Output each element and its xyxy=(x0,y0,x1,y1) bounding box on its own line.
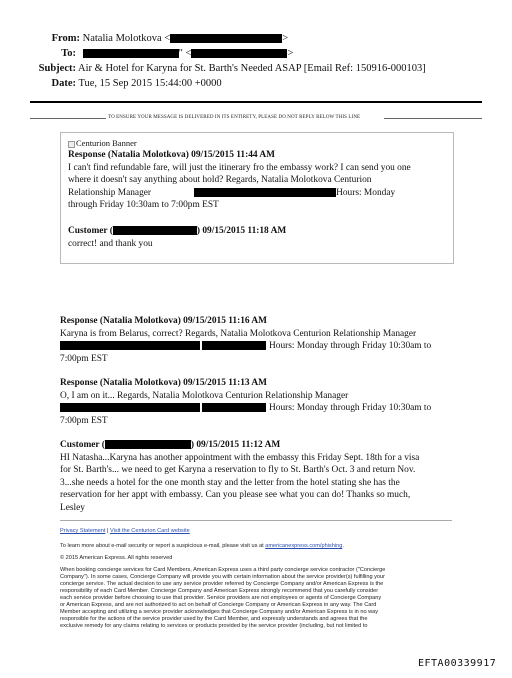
banner-alt-text: Centurion Banner xyxy=(76,138,137,148)
message-heading: Response (Natalia Molotkova) 09/15/2015 11:16 AM xyxy=(60,316,268,326)
notice-line-left xyxy=(30,118,106,119)
message-text: Hours: Monday through Friday 10:30am to xyxy=(269,341,432,351)
footer-links xyxy=(60,528,452,535)
message-line: Lesley xyxy=(60,502,85,513)
message-response-3 xyxy=(60,377,505,427)
broken-image-icon xyxy=(68,141,75,148)
message-customer-2 xyxy=(60,439,505,514)
message-text: Hours: Monday through Friday 10:30am to xyxy=(269,403,432,413)
date-label: Date: xyxy=(51,78,76,89)
banner-image xyxy=(68,138,448,149)
message-heading: Response (Natalia Molotkova) 09/15/2015 11:13 AM xyxy=(60,378,268,388)
redaction-box xyxy=(191,49,287,58)
header-divider xyxy=(30,101,482,103)
disclaimer-line: exclusive remedy for any claims relating to services or products provided by the service provider (including, but not limited to xyxy=(60,623,368,629)
redaction-box xyxy=(202,403,266,412)
disclaimer-line: Member accepting and utilizing a service provider acknowledges that Concierge Company and/or American Express is in no way xyxy=(60,609,379,615)
link-separator: | xyxy=(105,528,110,534)
message-line: Karyna is from Belarus, correct? Regards, Natalia Molotkova Centurion Relationship Manager xyxy=(60,328,417,339)
date-value: Tue, 15 Sep 2015 15:44:00 +0000 xyxy=(78,78,222,89)
message-line xyxy=(60,402,505,415)
message-line: where it doesn't say anything about hold? Regards, Natalia Molotkova Centurion xyxy=(68,175,372,185)
message-line: O, I am on it... Regards, Natalia Molotkova Centurion Relationship Manager xyxy=(60,390,349,401)
disclaimer-line: When booking concierge services for Card Members, American Express uses a third party concierge service contractor ("Concierge xyxy=(60,567,386,573)
message-line: through Friday 10:30am to 7:00pm EST xyxy=(68,200,219,210)
message-line: for St. Barth's... we need to get Karyna a reservation to fly to St. Barth's Oct. 3 and return Nov. xyxy=(60,465,416,475)
redaction-box xyxy=(194,188,336,197)
message-line: I can't find refundable fare, will just the itinerary fro the embassy work? I can send you one xyxy=(68,162,411,173)
to-mid: " < xyxy=(178,48,192,59)
from-end: > xyxy=(282,33,289,44)
phishing-link[interactable]: americanexpress.com/phishing xyxy=(265,543,343,549)
message-line: 3...she needs a hotel for the one month stay and the letter from the hotel stating she has the xyxy=(60,477,400,488)
date-row xyxy=(20,77,500,90)
to-row xyxy=(20,47,500,60)
disclaimer-line: Company"). In some cases, Concierge Company will provide you with certain information about the service provider(s) fulfilling your xyxy=(60,574,386,580)
centurion-website-link[interactable]: Visit the Centurion Card website xyxy=(109,528,190,534)
disclaimer-line: concierge service. The actual decision to use any service provider referred by Concierge Company and/or American Express is the xyxy=(60,581,384,587)
to-label: To: xyxy=(61,48,76,59)
email-header xyxy=(20,32,500,90)
redaction-box xyxy=(60,341,200,350)
message-line: correct! and thank you xyxy=(68,238,153,249)
message-line xyxy=(60,340,505,353)
redaction-box xyxy=(83,49,179,58)
message-line: HI Natasha...Karyna has another appointment with the embassy this Friday Sept. 18th for a visa xyxy=(60,452,420,463)
redaction-box xyxy=(170,34,282,43)
message-text: Relationship Manager xyxy=(68,187,152,198)
from-label: From: xyxy=(51,33,80,44)
footer-divider xyxy=(60,520,452,521)
redaction-box xyxy=(202,341,266,350)
message-response-2 xyxy=(60,315,505,365)
reply-notice: TO ENSURE YOUR MESSAGE IS DELIVERED IN ITS ENTIRETY, PLEASE DO NOT REPLY BELOW THIS LINE xyxy=(108,115,361,120)
security-text: To learn more about e-mail security or report a suspicious e-mail, please visit us at xyxy=(60,543,266,549)
redaction-box xyxy=(113,226,197,235)
document-id-stamp: EFTA00339917 xyxy=(418,658,497,669)
security-notice xyxy=(60,543,452,550)
subject-label: Subject: xyxy=(38,63,76,74)
message-heading: ) 09/15/2015 11:18 AM xyxy=(196,226,287,236)
redaction-box xyxy=(60,403,200,412)
message-heading: Customer ( xyxy=(68,226,113,236)
copyright: © 2015 American Express. All rights reserved xyxy=(60,555,173,561)
redaction-box xyxy=(105,440,191,449)
from-name: Natalia Molotkova < xyxy=(82,33,171,44)
disclaimer-line: responsibility of each Card Member. Concierge Company and American Express strongly recommend that you carefully consider xyxy=(60,588,379,594)
disclaimer-line: each service provider before choosing to use that provider. Service providers are not employees or agents of Concierge Company xyxy=(60,595,382,601)
security-end: . xyxy=(342,543,344,549)
message-line: 7:00pm EST xyxy=(60,415,108,426)
to-end: > xyxy=(287,48,294,59)
disclaimer-line: or American Express, and are not authorized to act on behalf of Concierge Company or American Express in any way. The Card xyxy=(60,602,377,608)
message-line: reservation for her appt with embassy. Can you please see what you can do! Thanks so much, xyxy=(60,490,411,500)
message-response-1 xyxy=(68,138,448,212)
message-customer-1 xyxy=(68,225,448,250)
notice-line-right xyxy=(384,118,482,119)
from-row xyxy=(20,32,500,45)
subject-value: Air & Hotel for Karyna for St. Barth's Needed ASAP [Email Ref: 150916-000103] xyxy=(78,63,426,74)
message-text: Hours: Monday xyxy=(336,187,396,198)
footer xyxy=(60,528,452,630)
message-heading: Customer ( xyxy=(60,440,105,450)
disclaimer-line: responsible for the actions of the service provider used by the Card Member, and expressly understands and agrees that the xyxy=(60,616,368,622)
privacy-statement-link[interactable]: Privacy Statement xyxy=(60,528,106,534)
message-line: 7:00pm EST xyxy=(60,353,108,364)
message-line xyxy=(68,187,448,200)
subject-row xyxy=(20,62,500,75)
disclaimer xyxy=(60,567,452,630)
message-heading: ) 09/15/2015 11:12 AM xyxy=(190,440,281,450)
message-heading: Response (Natalia Molotkova) 09/15/2015 11:44 AM xyxy=(68,150,276,160)
